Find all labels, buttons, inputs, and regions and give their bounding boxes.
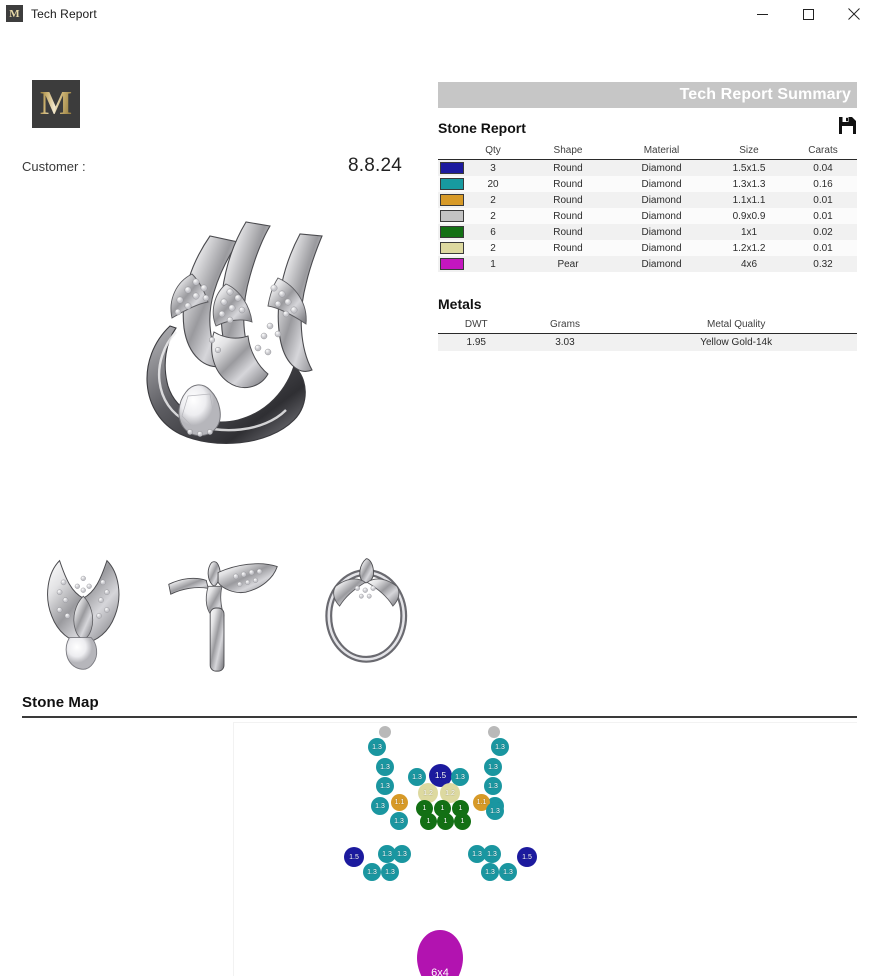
- stone-map-dot[interactable]: 1.1: [391, 794, 408, 811]
- stone-map-dot[interactable]: 1.3: [381, 863, 399, 881]
- stone-map-dot[interactable]: 1.3: [491, 738, 509, 756]
- stone-color-swatch: [438, 224, 464, 240]
- table-row[interactable]: [438, 192, 857, 208]
- cell-material: Diamond: [641, 162, 682, 174]
- col-qty: Qty: [464, 143, 522, 160]
- cell-shape: Round: [553, 210, 583, 222]
- col-metal-quality: Metal Quality: [615, 317, 857, 334]
- col-size: Size: [709, 143, 789, 160]
- metals-body: [438, 334, 857, 352]
- tech-report-summary: [438, 82, 857, 351]
- metals-table: [438, 317, 857, 351]
- stone-map-dot[interactable]: 1.3: [408, 768, 426, 786]
- cell-qty: 2: [490, 210, 496, 222]
- cell-carats: 0.01: [813, 194, 833, 206]
- window-title: Tech Report: [31, 6, 97, 21]
- cell-dwt: 1.95: [438, 334, 515, 352]
- cell-material: Diamond: [641, 194, 682, 206]
- table-row[interactable]: [438, 176, 857, 192]
- ring-perspective-render: [118, 206, 338, 446]
- stone-color-swatch: [438, 192, 464, 208]
- stone-map-dot[interactable]: 1.3: [468, 845, 486, 863]
- cell-carats: 0.04: [813, 162, 833, 174]
- cell-size: 1.2x1.2: [732, 242, 766, 254]
- stone-report-thead: [438, 143, 857, 160]
- cell-qty: 2: [490, 194, 496, 206]
- metals-title: Metals: [438, 296, 482, 312]
- pear-stone-label: 6x4: [431, 967, 449, 976]
- cell-carats: 0.32: [813, 258, 833, 270]
- stone-map-dot[interactable]: 1.3: [378, 845, 396, 863]
- stone-map-divider: [22, 716, 857, 718]
- cell-material: Diamond: [641, 226, 682, 238]
- minimize-icon: [757, 9, 768, 20]
- stone-map-dot[interactable]: 1.5: [429, 764, 452, 787]
- save-button[interactable]: [838, 116, 857, 140]
- cell-size: 0.9x0.9: [732, 210, 766, 222]
- stone-map-title: Stone Map: [22, 694, 99, 711]
- col-shape: Shape: [522, 143, 614, 160]
- cell-shape: Round: [553, 242, 583, 254]
- window-controls: [739, 0, 877, 28]
- report-banner: [438, 82, 857, 108]
- stone-color-swatch: [438, 160, 464, 177]
- stone-map-dot[interactable]: 1.2: [440, 783, 460, 803]
- stone-color-swatch: [438, 176, 464, 192]
- minimize-button[interactable]: [739, 0, 785, 28]
- ring-top-view-render: [30, 538, 139, 678]
- stone-map-dot[interactable]: 1.5: [517, 847, 537, 867]
- stone-map-dot[interactable]: 1.5: [344, 847, 364, 867]
- maximize-icon: [803, 9, 814, 20]
- metals-header-row: [438, 317, 857, 334]
- stone-map-dot[interactable]: 1.3: [371, 797, 389, 815]
- stone-map-dot[interactable]: 1: [437, 813, 454, 830]
- cell-material: Diamond: [641, 210, 682, 222]
- cell-grams: 3.03: [515, 334, 616, 352]
- ring-front-view-render: [312, 538, 421, 678]
- ring-side-view-render: [151, 538, 294, 678]
- stone-map-dot[interactable]: [379, 726, 391, 738]
- cell-size: 1.3x1.3: [732, 178, 766, 190]
- cell-material: Diamond: [641, 258, 682, 270]
- stone-map-dot[interactable]: 1.3: [376, 758, 394, 776]
- col-swatch: [438, 143, 464, 160]
- cell-carats: 0.01: [813, 210, 833, 222]
- ring-ortho-views: [30, 533, 420, 683]
- cell-metal-quality: Yellow Gold-14k: [615, 334, 857, 352]
- cell-material: Diamond: [641, 178, 682, 190]
- stone-map-dot[interactable]: 1.3: [486, 802, 504, 820]
- stone-color-swatch: [438, 240, 464, 256]
- cell-qty: 6: [490, 226, 496, 238]
- stone-map-dot[interactable]: 1.3: [393, 845, 411, 863]
- report-banner-title: Tech Report Summary: [679, 86, 851, 103]
- cell-size: 1.5x1.5: [732, 162, 766, 174]
- maximize-button[interactable]: [785, 0, 831, 28]
- tech-report-page: [0, 28, 877, 976]
- stone-map-dot[interactable]: 1.3: [481, 863, 499, 881]
- app-icon-letter: M: [9, 7, 20, 20]
- stone-map-dot[interactable]: 1.3: [376, 777, 394, 795]
- col-material: Material: [614, 143, 709, 160]
- cell-shape: Round: [553, 178, 583, 190]
- col-grams: Grams: [515, 317, 616, 334]
- table-row[interactable]: [438, 160, 857, 177]
- table-row[interactable]: [438, 240, 857, 256]
- cell-shape: Pear: [557, 258, 579, 270]
- cell-shape: Round: [553, 194, 583, 206]
- customer-row: [22, 155, 402, 177]
- stone-report-table: [438, 143, 857, 272]
- stone-map-header: [22, 694, 857, 718]
- stone-report-title: Stone Report: [438, 120, 526, 136]
- cell-qty: 3: [490, 162, 496, 174]
- close-button[interactable]: [831, 0, 877, 28]
- cell-shape: Round: [553, 226, 583, 238]
- close-icon: [848, 8, 860, 20]
- cell-carats: 0.16: [813, 178, 833, 190]
- cell-qty: 2: [490, 242, 496, 254]
- table-row[interactable]: [438, 224, 857, 240]
- cell-material: Diamond: [641, 242, 682, 254]
- stone-map-dot[interactable]: [488, 726, 500, 738]
- company-logo-letter: M: [39, 85, 73, 122]
- cell-qty: 20: [487, 178, 499, 190]
- company-logo: [32, 80, 80, 128]
- stone-map-dot[interactable]: 1.2: [418, 783, 438, 803]
- stone-color-swatch: [438, 256, 464, 272]
- stone-map-dot[interactable]: 1.3: [363, 863, 381, 881]
- stone-map-dot[interactable]: 1: [452, 800, 469, 817]
- stone-map-dot[interactable]: 1.3: [484, 777, 502, 795]
- stone-map-dot[interactable]: 1.3: [484, 758, 502, 776]
- stone-map-panel: [233, 722, 857, 976]
- cell-carats: 0.01: [813, 242, 833, 254]
- save-floppy-icon: [838, 116, 857, 135]
- cell-carats: 0.02: [813, 226, 833, 238]
- col-dwt: DWT: [438, 317, 515, 334]
- cell-size: 1.1x1.1: [732, 194, 766, 206]
- app-logo-m-icon: [6, 5, 23, 22]
- stone-map-pear-stone[interactable]: [416, 929, 464, 976]
- stone-report-header: [438, 117, 857, 139]
- window-titlebar: [0, 0, 877, 28]
- stone-map-dot[interactable]: 1: [420, 813, 437, 830]
- metals-thead: [438, 317, 857, 334]
- stone-map-dot[interactable]: 1: [454, 813, 471, 830]
- stone-map-dot[interactable]: 1.3: [451, 768, 469, 786]
- cell-size: 1x1: [740, 226, 758, 238]
- stone-map-dot[interactable]: 1.3: [483, 845, 501, 863]
- stone-map-dot[interactable]: 1.3: [390, 812, 408, 830]
- stone-map-dot[interactable]: 1: [434, 800, 451, 817]
- stone-report-body: [438, 160, 857, 273]
- cell-shape: Round: [553, 162, 583, 174]
- stone-map-dot[interactable]: 1.3: [499, 863, 517, 881]
- report-date: 8.8.24: [347, 155, 402, 176]
- customer-label: Customer :: [22, 159, 86, 174]
- cell-qty: 1: [490, 258, 496, 270]
- stone-map-dot[interactable]: 1.3: [368, 738, 386, 756]
- table-row[interactable]: [438, 334, 857, 352]
- col-carats: Carats: [789, 143, 857, 160]
- stone-map-dot[interactable]: 1: [416, 800, 433, 817]
- stone-map-dot[interactable]: 1.1: [473, 794, 490, 811]
- table-row[interactable]: [438, 256, 857, 272]
- stone-report-header-row: [438, 143, 857, 160]
- stone-color-swatch: [438, 208, 464, 224]
- cell-size: 4x6: [740, 258, 758, 270]
- table-row[interactable]: [438, 208, 857, 224]
